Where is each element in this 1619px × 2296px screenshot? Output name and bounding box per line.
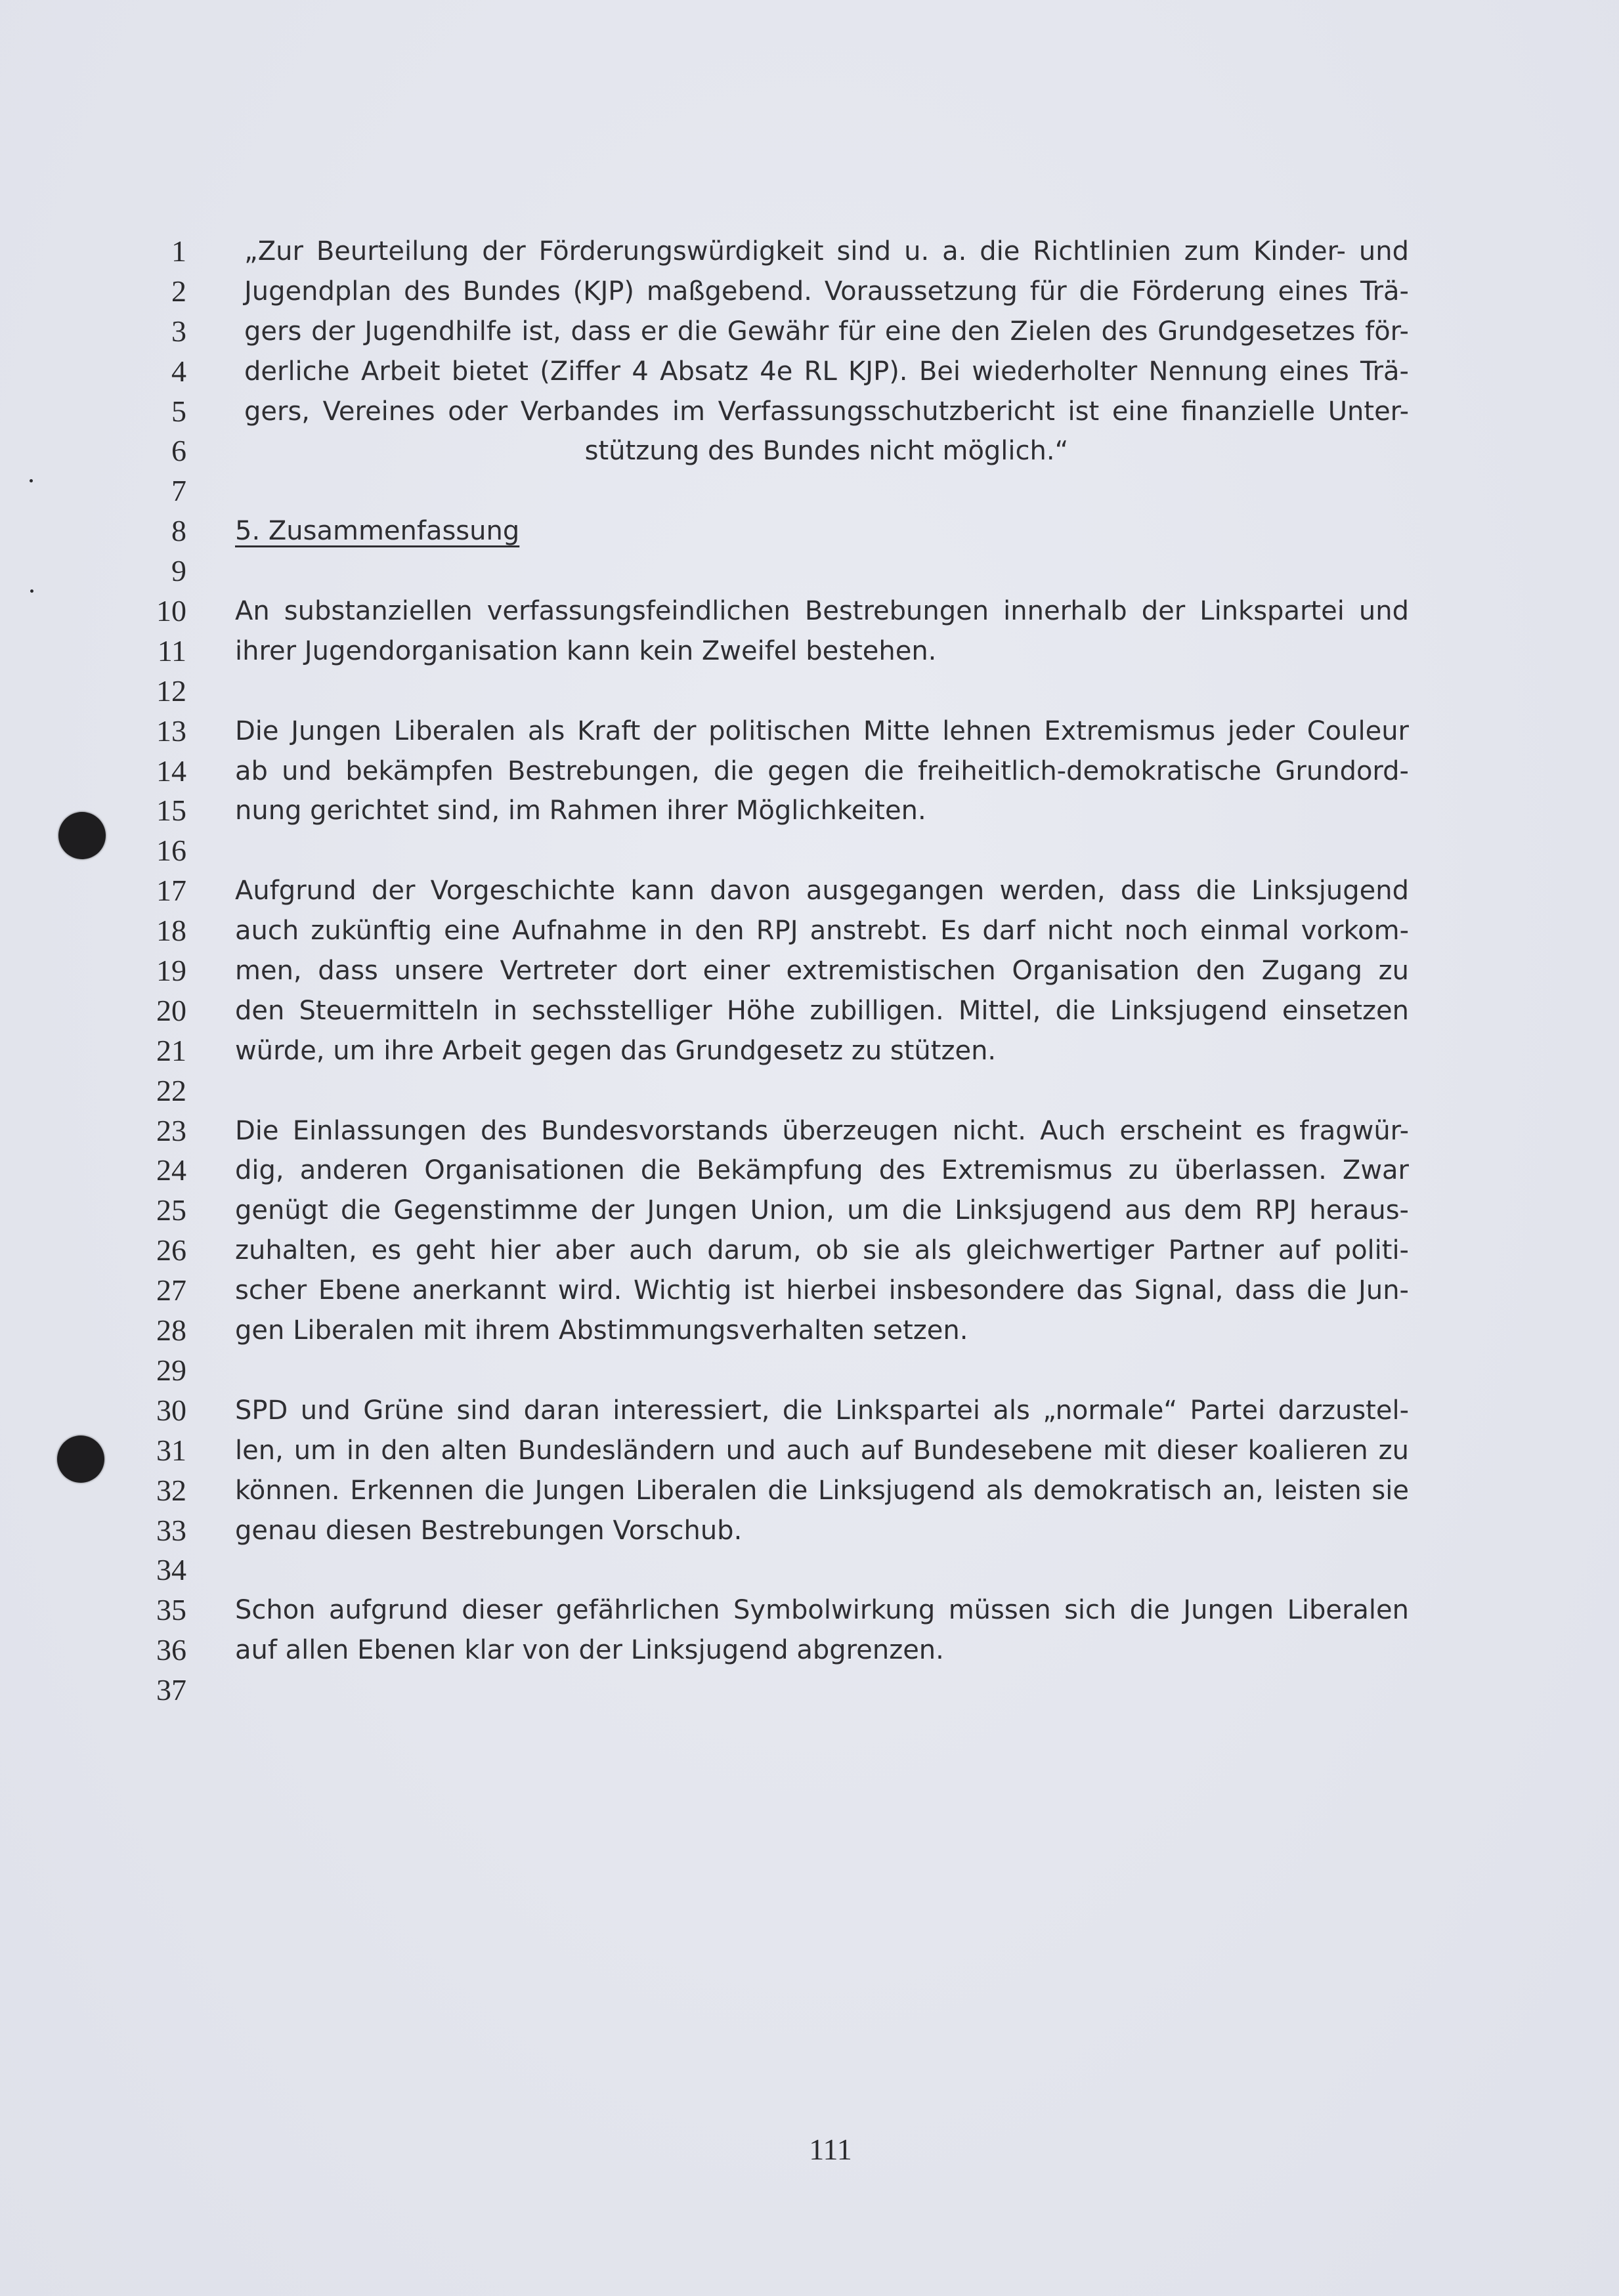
line-number: 29 bbox=[156, 1353, 186, 1387]
line-number: 10 bbox=[156, 594, 186, 628]
line-number: 28 bbox=[156, 1313, 186, 1348]
text-line bbox=[0, 591, 1619, 631]
line-number: 21 bbox=[156, 1033, 186, 1067]
text-line bbox=[0, 352, 1619, 392]
text-line bbox=[0, 1391, 1619, 1431]
line-number: 2 bbox=[171, 274, 186, 308]
text-line bbox=[0, 831, 1619, 871]
text-line bbox=[0, 1670, 1619, 1711]
text-line bbox=[0, 1031, 1619, 1071]
text-line bbox=[0, 551, 1619, 591]
line-number: 8 bbox=[171, 514, 186, 548]
line-number: 19 bbox=[156, 954, 186, 988]
paragraph-line: genügt die Gegenstimme der Jungen Union, um die Linksjugend aus dem RPJ heraus- bbox=[235, 1195, 1409, 1226]
text-line bbox=[0, 1590, 1619, 1630]
line-number: 12 bbox=[156, 673, 186, 708]
quote-line: derliche Arbeit bietet (Ziffer 4 Absatz 4e RL KJP). Bei wiederholter Nennung eines Trä- bbox=[244, 356, 1409, 387]
paragraph-line: können. Erkennen die Jungen Liberalen die Linksjugend als demokratisch an, leisten sie bbox=[235, 1475, 1409, 1506]
paragraph-line: ab und bekämpfen Bestrebungen, die gegen die freiheitlich-demokratische Grundord- bbox=[235, 755, 1409, 786]
quote-line: gers der Jugendhilfe ist, dass er die Gewähr für eine den Zielen des Grundgesetzes för- bbox=[244, 316, 1409, 347]
page-number: 111 bbox=[809, 2133, 852, 2166]
text-line bbox=[0, 1271, 1619, 1311]
paragraph-line: ihrer Jugendorganisation kann kein Zweifel bestehen. bbox=[235, 635, 937, 666]
paragraph-line: genau diesen Bestrebungen Vorschub. bbox=[235, 1515, 743, 1546]
quote-line: Jugendplan des Bundes (KJP) maßgebend. Voraussetzung für die Förderung eines Trä- bbox=[244, 276, 1409, 307]
quote-line: gers, Vereines oder Verbandes im Verfassungsschutzbericht ist eine finanzielle Unter- bbox=[244, 396, 1409, 427]
text-line bbox=[0, 392, 1619, 432]
paragraph-line: Die Jungen Liberalen als Kraft der politischen Mitte lehnen Extremismus jeder Couleur bbox=[235, 715, 1409, 746]
line-number: 14 bbox=[156, 754, 186, 788]
text-line bbox=[0, 1191, 1619, 1231]
paragraph-line: würde, um ihre Arbeit gegen das Grundgesetz zu stützen. bbox=[235, 1035, 997, 1066]
text-line bbox=[0, 871, 1619, 911]
line-number: 16 bbox=[156, 834, 186, 868]
section-heading: 5. Zusammenfassung bbox=[235, 516, 520, 547]
text-line bbox=[0, 1431, 1619, 1471]
text-line bbox=[0, 1111, 1619, 1151]
text-line bbox=[0, 1311, 1619, 1351]
line-number: 20 bbox=[156, 993, 186, 1027]
text-line bbox=[0, 471, 1619, 511]
paragraph-line: Die Einlassungen des Bundesvorstands überzeugen nicht. Auch erscheint es fragwür- bbox=[235, 1115, 1409, 1146]
line-number: 33 bbox=[156, 1513, 186, 1547]
line-number: 15 bbox=[156, 794, 186, 828]
line-number: 32 bbox=[156, 1473, 186, 1507]
quote-line: „Zur Beurteilung der Förderungswürdigkeit sind u. a. die Richtlinien zum Kinder- und bbox=[244, 236, 1409, 266]
line-number: 27 bbox=[156, 1273, 186, 1307]
line-number: 18 bbox=[156, 914, 186, 948]
text-line bbox=[0, 1231, 1619, 1271]
text-line bbox=[0, 1511, 1619, 1551]
text-line bbox=[0, 951, 1619, 991]
text-line bbox=[0, 312, 1619, 352]
text-line bbox=[0, 1351, 1619, 1391]
paragraph-line: Schon aufgrund dieser gefährlichen Symbolwirkung müssen sich die Jungen Liberalen bbox=[235, 1595, 1409, 1626]
paragraph-line: den Steuermitteln in sechsstelliger Höhe zubilligen. Mittel, die Linksjugend einsetzen bbox=[235, 995, 1409, 1026]
line-number: 17 bbox=[156, 874, 186, 908]
line-number: 25 bbox=[156, 1193, 186, 1227]
paragraph-line: nung gerichtet sind, im Rahmen ihrer Möglichkeiten. bbox=[235, 796, 926, 826]
paragraph-line: dig, anderen Organisationen die Bekämpfung des Extremismus zu überlassen. Zwar bbox=[235, 1155, 1409, 1186]
paragraph-line: men, dass unsere Vertreter dort einer extremistischen Organisation den Zugang zu bbox=[235, 956, 1409, 987]
text-line bbox=[0, 511, 1619, 551]
line-number: 26 bbox=[156, 1233, 186, 1267]
text-line bbox=[0, 991, 1619, 1031]
text-line bbox=[0, 631, 1619, 671]
line-number: 35 bbox=[156, 1593, 186, 1627]
text-line bbox=[0, 1151, 1619, 1191]
paragraph-line: scher Ebene anerkannt wird. Wichtig ist hierbei insbesondere das Signal, dass die Jun- bbox=[235, 1275, 1409, 1306]
paragraph-line: Aufgrund der Vorgeschichte kann davon ausgegangen werden, dass die Linksjugend bbox=[235, 876, 1409, 906]
line-number: 7 bbox=[171, 474, 186, 508]
text-line bbox=[0, 1471, 1619, 1511]
text-line bbox=[0, 1550, 1619, 1590]
quote-line: stützung des Bundes nicht möglich.“ bbox=[584, 436, 1069, 467]
line-number: 23 bbox=[156, 1113, 186, 1147]
line-number: 31 bbox=[156, 1433, 186, 1467]
line-number: 6 bbox=[171, 434, 186, 468]
text-line bbox=[0, 911, 1619, 951]
paragraph-line: auch zukünftig eine Aufnahme in den RPJ anstrebt. Es darf nicht noch einmal vorkom- bbox=[235, 916, 1409, 946]
line-number: 30 bbox=[156, 1393, 186, 1427]
paragraph-line: An substanziellen verfassungsfeindlichen Bestrebungen innerhalb der Linkspartei und bbox=[235, 596, 1409, 627]
text-line bbox=[0, 1630, 1619, 1670]
paragraph-line: zuhalten, es geht hier aber auch darum, ob sie als gleichwertiger Partner auf politi- bbox=[235, 1235, 1409, 1266]
text-line bbox=[0, 791, 1619, 831]
line-number: 1 bbox=[171, 234, 186, 268]
text-line bbox=[0, 752, 1619, 792]
line-number: 34 bbox=[156, 1553, 186, 1587]
paragraph-line: len, um in den alten Bundesländern und auch auf Bundesebene mit dieser koalieren zu bbox=[235, 1435, 1409, 1466]
numbered-text-body bbox=[0, 232, 1619, 1711]
line-number: 3 bbox=[171, 314, 186, 348]
text-line bbox=[0, 431, 1619, 471]
line-number: 9 bbox=[171, 554, 186, 588]
line-number: 13 bbox=[156, 713, 186, 748]
paragraph-line: SPD und Grüne sind daran interessiert, die Linkspartei als „normale“ Partei darzustel- bbox=[235, 1395, 1409, 1426]
line-number: 22 bbox=[156, 1073, 186, 1107]
line-number: 24 bbox=[156, 1153, 186, 1187]
line-number: 36 bbox=[156, 1633, 186, 1667]
text-line bbox=[0, 1071, 1619, 1111]
line-number: 37 bbox=[156, 1673, 186, 1707]
line-number: 4 bbox=[171, 354, 186, 388]
line-number: 11 bbox=[157, 633, 186, 668]
text-line bbox=[0, 232, 1619, 272]
line-number: 5 bbox=[171, 394, 186, 428]
text-line bbox=[0, 712, 1619, 752]
text-line bbox=[0, 272, 1619, 312]
text-line bbox=[0, 671, 1619, 712]
paragraph-line: gen Liberalen mit ihrem Abstimmungsverhalten setzen. bbox=[235, 1315, 968, 1346]
paragraph-line: auf allen Ebenen klar von der Linksjugend abgrenzen. bbox=[235, 1635, 944, 1666]
